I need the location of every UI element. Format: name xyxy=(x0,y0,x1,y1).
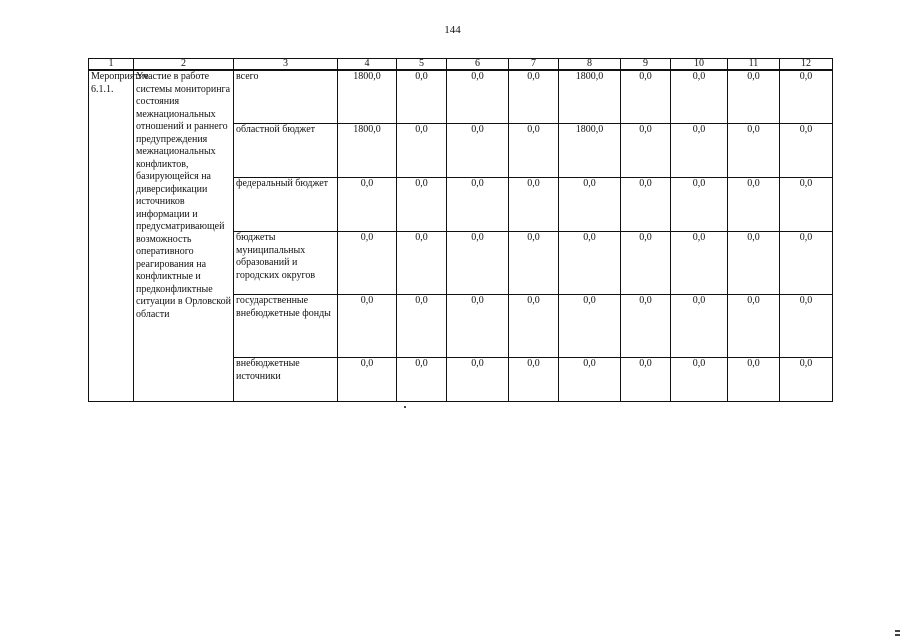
value-cell: 0,0 xyxy=(728,124,780,178)
header-cell: 1 xyxy=(89,59,134,71)
value-cell: 0,0 xyxy=(447,124,509,178)
value-cell: 0,0 xyxy=(338,178,397,232)
value-cell: 0,0 xyxy=(559,178,621,232)
value-cell: 0,0 xyxy=(397,124,447,178)
funding-source-cell: областной бюджет xyxy=(234,124,338,178)
scan-artifact xyxy=(404,406,406,408)
value-cell: 0,0 xyxy=(780,358,833,402)
page-number: 144 xyxy=(444,24,461,36)
value-cell: 0,0 xyxy=(728,178,780,232)
value-cell: 0,0 xyxy=(559,358,621,402)
value-cell: 0,0 xyxy=(621,70,671,124)
funding-source-cell: бюджеты муниципальных образований и городских округов xyxy=(234,232,338,295)
value-cell: 0,0 xyxy=(509,178,559,232)
value-cell: 0,0 xyxy=(397,70,447,124)
funding-source-cell: государственные внебюджетные фонды xyxy=(234,295,338,358)
scan-artifact xyxy=(895,634,900,636)
header-cell: 12 xyxy=(780,59,833,71)
value-cell: 0,0 xyxy=(780,124,833,178)
value-cell: 0,0 xyxy=(397,358,447,402)
value-cell: 0,0 xyxy=(671,358,728,402)
budget-table xyxy=(88,58,833,402)
value-cell: 0,0 xyxy=(780,70,833,124)
header-cell: 8 xyxy=(559,59,621,71)
value-cell: 0,0 xyxy=(447,358,509,402)
value-cell: 0,0 xyxy=(780,295,833,358)
funding-source-cell: внебюджетные источники xyxy=(234,358,338,402)
header-cell: 11 xyxy=(728,59,780,71)
value-cell: 1800,0 xyxy=(338,124,397,178)
header-cell: 4 xyxy=(338,59,397,71)
value-cell: 0,0 xyxy=(671,295,728,358)
value-cell: 0,0 xyxy=(671,232,728,295)
value-cell: 0,0 xyxy=(780,178,833,232)
header-cell: 6 xyxy=(447,59,509,71)
value-cell: 0,0 xyxy=(397,232,447,295)
value-cell: 0,0 xyxy=(509,124,559,178)
value-cell: 0,0 xyxy=(397,295,447,358)
value-cell: 0,0 xyxy=(728,295,780,358)
header-cell: 5 xyxy=(397,59,447,71)
value-cell: 0,0 xyxy=(671,124,728,178)
value-cell: 0,0 xyxy=(621,178,671,232)
value-cell: 0,0 xyxy=(338,358,397,402)
scan-artifact xyxy=(895,630,900,632)
table-row xyxy=(89,70,833,124)
value-cell: 0,0 xyxy=(621,124,671,178)
value-cell: 0,0 xyxy=(559,295,621,358)
header-row xyxy=(89,59,833,71)
value-cell: 0,0 xyxy=(509,70,559,124)
value-cell: 0,0 xyxy=(447,295,509,358)
event-code-cell: Мероприятие 6.1.1. xyxy=(89,70,134,402)
value-cell: 0,0 xyxy=(559,232,621,295)
header-cell: 9 xyxy=(621,59,671,71)
value-cell: 0,0 xyxy=(447,70,509,124)
funding-source-cell: федеральный бюджет xyxy=(234,178,338,232)
value-cell: 0,0 xyxy=(447,232,509,295)
value-cell: 0,0 xyxy=(338,232,397,295)
value-cell: 0,0 xyxy=(621,232,671,295)
value-cell: 0,0 xyxy=(671,178,728,232)
value-cell: 0,0 xyxy=(621,358,671,402)
value-cell: 0,0 xyxy=(509,295,559,358)
value-cell: 0,0 xyxy=(447,178,509,232)
header-cell: 2 xyxy=(134,59,234,71)
value-cell: 1800,0 xyxy=(559,70,621,124)
value-cell: 0,0 xyxy=(621,295,671,358)
value-cell: 0,0 xyxy=(397,178,447,232)
funding-source-cell: всего xyxy=(234,70,338,124)
header-cell: 3 xyxy=(234,59,338,71)
event-name-cell: Участие в работе системы мониторинга состояния межнациональных отношений и раннего предупреждения межнациональных конфликтов, базирующейся на диверсификации источников информации и предусматривающей возможность оперативного реагирования на конфликтные и предконфликтные ситуации в Орловской области xyxy=(134,70,234,402)
value-cell: 0,0 xyxy=(338,295,397,358)
header-cell: 10 xyxy=(671,59,728,71)
value-cell: 0,0 xyxy=(728,70,780,124)
value-cell: 0,0 xyxy=(780,232,833,295)
value-cell: 0,0 xyxy=(728,358,780,402)
value-cell: 1800,0 xyxy=(559,124,621,178)
value-cell: 0,0 xyxy=(671,70,728,124)
value-cell: 0,0 xyxy=(728,232,780,295)
header-cell: 7 xyxy=(509,59,559,71)
value-cell: 1800,0 xyxy=(338,70,397,124)
value-cell: 0,0 xyxy=(509,232,559,295)
value-cell: 0,0 xyxy=(509,358,559,402)
